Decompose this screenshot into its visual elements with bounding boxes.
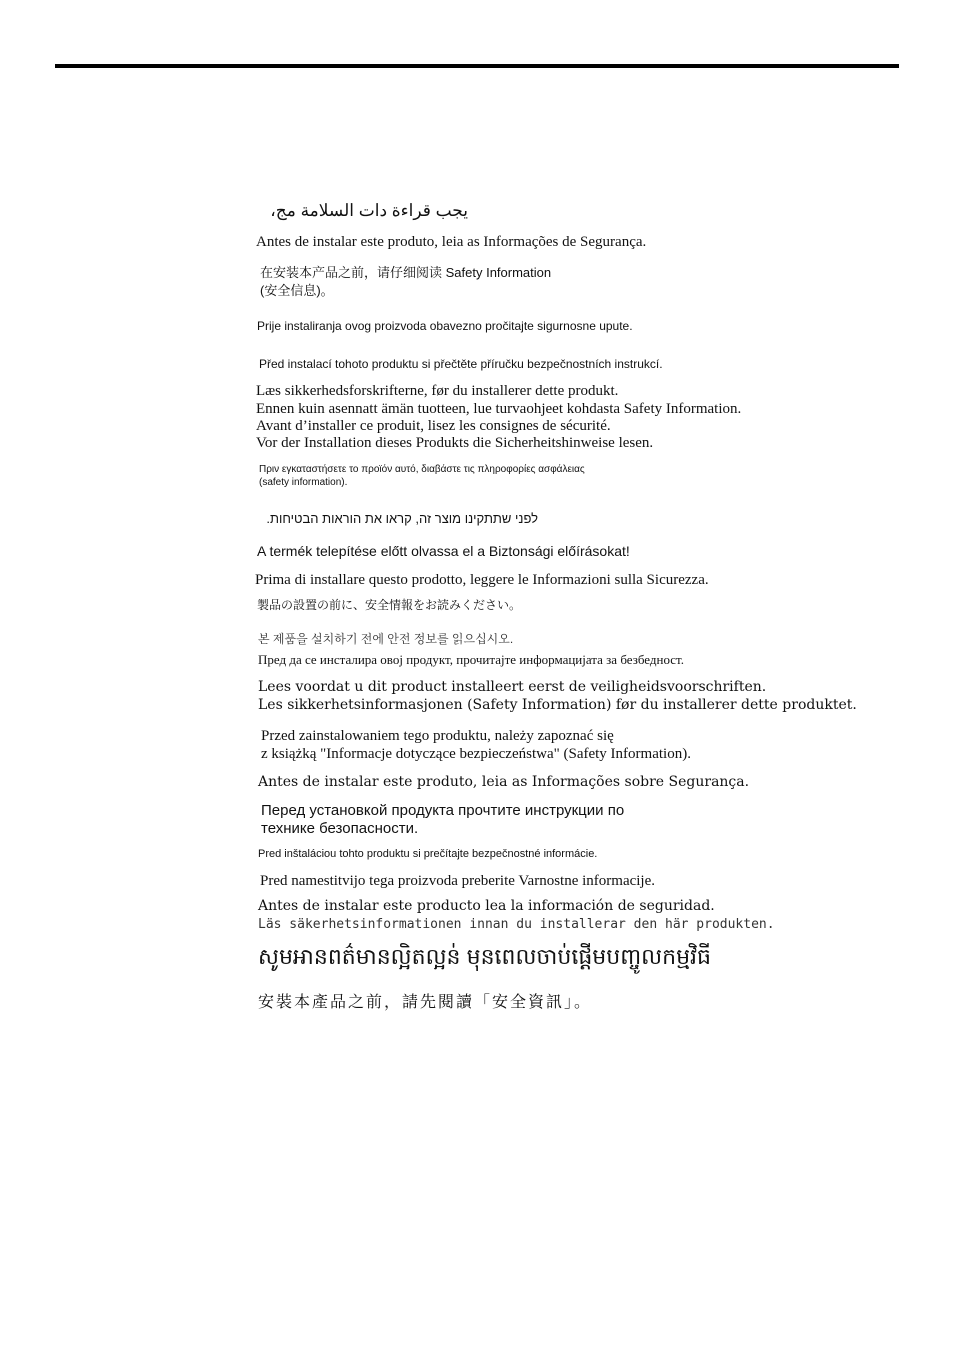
safety-notice-french: Avant d’installer ce produit, lisez les consignes de sécurité. [256, 418, 611, 434]
safety-notice-korean: 본 제품을 설치하기 전에 안전 정보를 읽으십시오. [258, 632, 514, 646]
safety-notice-polish-line2: z książką "Informacje dotyczące bezpieczeństwa" (Safety Information). [261, 746, 691, 762]
safety-notice-portuguese: Antes de instalar este produto, leia as Informações sobre Segurança. [258, 774, 750, 790]
safety-notice-spanish: Antes de instalar este producto lea la información de seguridad. [258, 898, 715, 914]
safety-notice-hungarian: A termék telepítése előtt olvassa el a Biztonsági előírásokat! [257, 543, 630, 559]
safety-notice-chinese-traditional: 安裝本產品之前，請先閱讀「安全資訊」。 [258, 994, 593, 1011]
safety-notice-dutch: Lees voordat u dit product installeert eerst de veiligheidsvoorschriften. [258, 679, 767, 695]
safety-notice-danish: Læs sikkerhedsforskrifterne, før du installerer dette produkt. [256, 383, 619, 399]
top-rule [55, 64, 899, 68]
safety-notice-macedonian: Пред да се инсталира овој продукт, прочитајте информацијата за безбедност. [258, 652, 684, 667]
safety-notice-czech: Před instalací tohoto produktu si přečtěte příručku bezpečnostních instrukcí. [259, 357, 663, 371]
safety-notice-croatian: Prije instaliranja ovog proizvoda obavezno pročitajte sigurnosne upute. [257, 319, 633, 333]
safety-notice-japanese: 製品の設置の前に、安全情報をお読みください。 [257, 598, 522, 612]
safety-notice-arabic: يجب قراءة دات السلامة مج، [270, 201, 468, 220]
safety-notice-slovenian: Pred namestitvijo tega proizvoda preberite Varnostne informacije. [260, 873, 656, 889]
safety-notice-greek-line1: Πριν εγκαταστήσετε το προϊόν αυτό, διαβάστε τις πληροφορίες ασφάλειας [259, 464, 585, 475]
safety-notice-chinese-simplified-line2: (安全信息)。 [260, 283, 334, 298]
safety-notice-hebrew: לפני שתתקינו מוצר זה, קראו את הוראות הבטיחות. [266, 511, 538, 526]
safety-notice-russian-line1: Перед установкой продукта прочтите инструкции по [261, 802, 625, 819]
safety-notice-italian: Prima di installare questo prodotto, leggere le Informazioni sulla Sicurezza. [255, 572, 709, 588]
safety-notice-norwegian: Les sikkerhetsinformasjonen (Safety Information) før du installerer dette produktet. [258, 697, 857, 713]
safety-notice-finnish: Ennen kuin asennatt ämän tuotteen, lue turvaohjeet kohdasta Safety Information. [256, 401, 742, 417]
safety-notice-german: Vor der Installation dieses Produkts die Sicherheitshinweise lesen. [256, 435, 654, 451]
safety-notice-greek-line2: (safety information). [259, 477, 348, 488]
safety-notice-khmer: សូមអានពត៌មានល្អិតល្អន់ មុនពេលចាប់ផ្តើមបញ្ចូលកម្មវិធី [258, 944, 711, 969]
safety-notice-portuguese-brazil: Antes de instalar este produto, leia as Informações de Segurança. [256, 234, 647, 250]
safety-notice-swedish: Läs säkerhetsinformationen innan du installerar den här produkten. [258, 917, 775, 932]
safety-notice-chinese-simplified-line1: 在安装本产品之前，请仔细阅读 Safety Information [260, 265, 552, 280]
safety-notice-polish-line1: Przed zainstalowaniem tego produktu, należy zapoznać się [261, 728, 614, 744]
safety-notice-russian-line2: технике безопасности. [261, 820, 419, 837]
safety-notice-slovak: Pred inštaláciou tohto produktu si prečítajte bezpečnostné informácie. [258, 848, 598, 860]
